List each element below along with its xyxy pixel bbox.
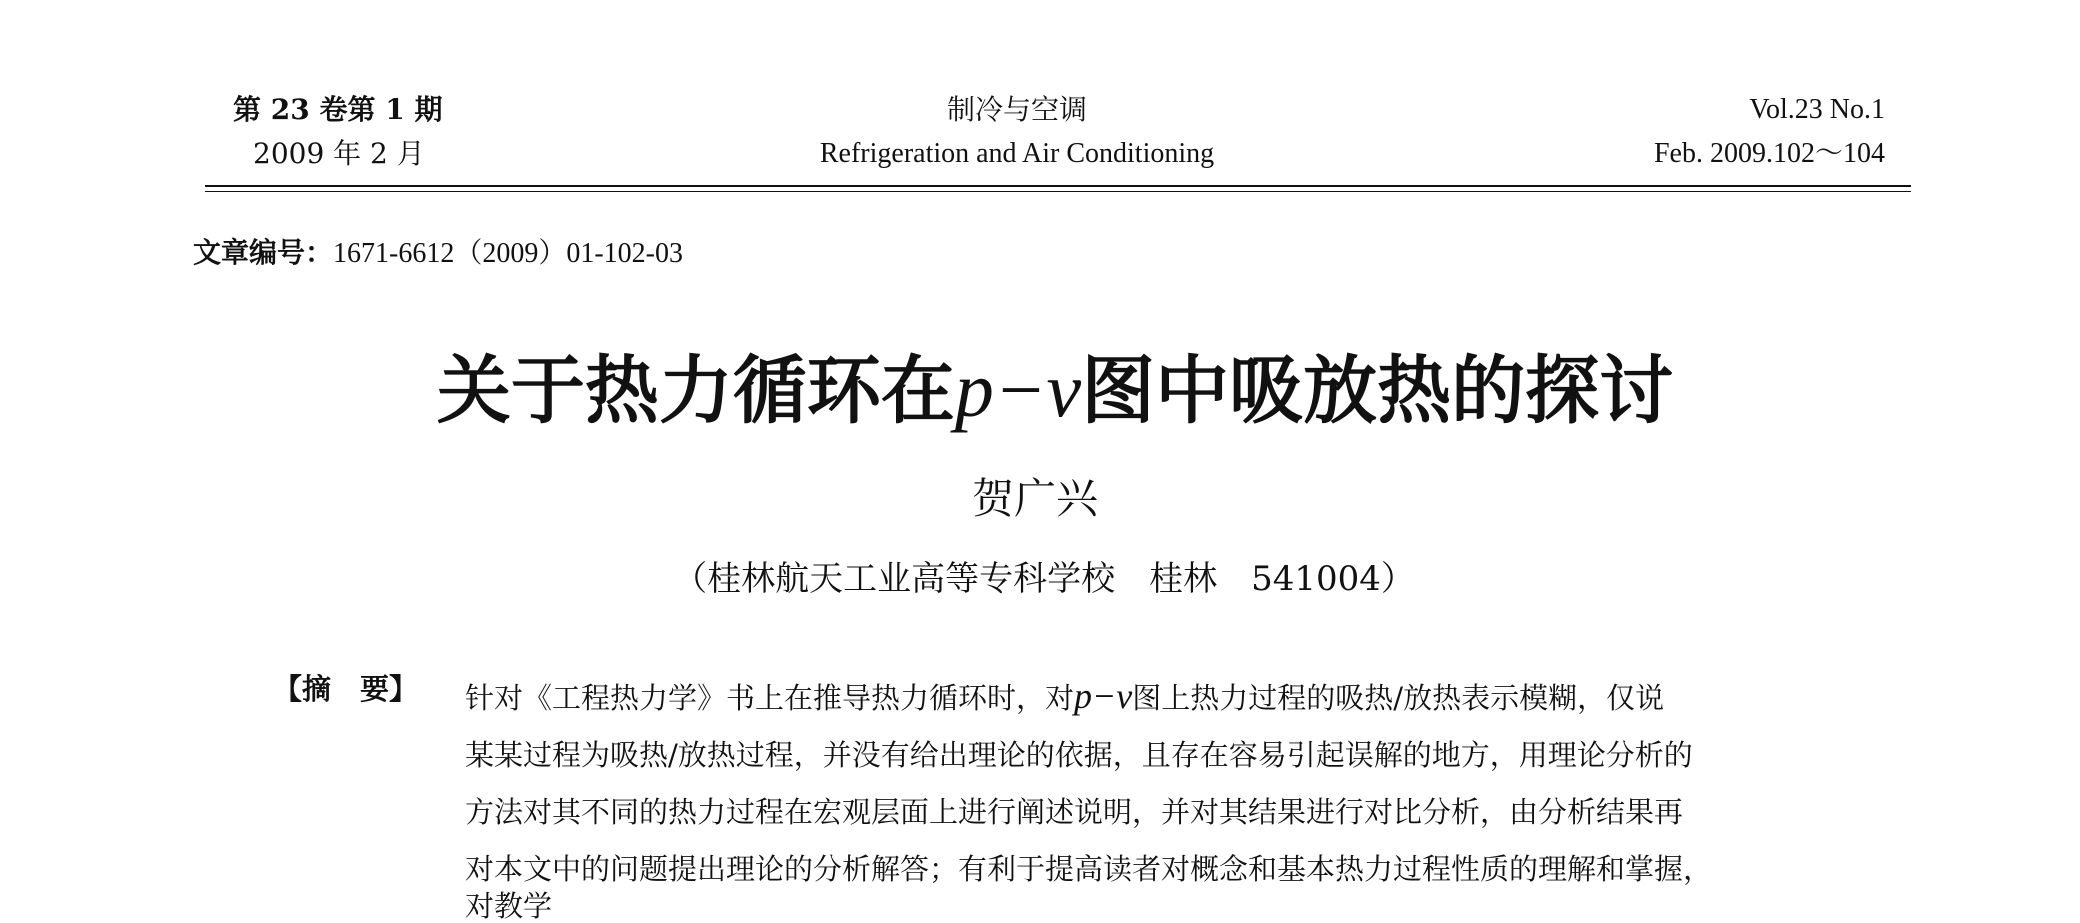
abstract-line: 对本文中的问题提出理论的分析解答；有利于提高读者对概念和基本热力过程性质的理解和掌握， <box>465 852 1713 886</box>
abstract-line1-before: 针对《工程热力学》书上在推导热力循环时，对 <box>465 681 1075 715</box>
abstract-line-partial: 对教学 <box>465 889 553 923</box>
journal-date: 2009 年 2 月 <box>253 137 425 170</box>
article-number-value: 1671-6612（2009）01-102-03 <box>333 238 683 269</box>
abstract-line: 某某过程为吸热/放热过程，并没有给出理论的依据，且存在容易引起误解的地方，用理论分析的 <box>465 738 1693 772</box>
title-text-after: 图中吸放热的探讨 <box>1081 348 1674 434</box>
abstract-math: p−v <box>1074 676 1133 716</box>
journal-pages-en: Feb. 2009.102～104 <box>1653 138 1885 169</box>
abstract-line1-after: 图上热力过程的吸热/放热表示模糊，仅说 <box>1132 681 1665 715</box>
abstract-body <box>465 668 1845 898</box>
author-affiliation: （桂林航天工业高等专科学校 桂林 541004） <box>673 559 1415 599</box>
title-math: p−v <box>954 346 1082 433</box>
header-rule-thin <box>205 191 1911 192</box>
abstract-label: 【摘 要】 <box>273 672 419 706</box>
journal-volume-issue: 第 23 卷第 1 期 <box>233 93 443 126</box>
journal-volume-en: Vol.23 No.1 <box>1749 94 1885 125</box>
author-name: 贺广兴 <box>971 474 1098 523</box>
journal-name-cn: 制冷与空调 <box>946 93 1087 126</box>
journal-name-en: Refrigeration and Air Conditioning <box>819 138 1215 169</box>
abstract-line <box>465 668 1845 727</box>
title-text-before: 关于热力循环在 <box>436 348 955 434</box>
article-number <box>193 236 683 271</box>
abstract-line: 方法对其不同的热力过程在宏观层面上进行阐述说明，并对其结果进行对比分析，由分析结果再 <box>465 795 1684 829</box>
paper-title <box>0 345 2080 436</box>
article-number-label: 文章编号： <box>193 236 334 269</box>
header-rule-thick <box>205 185 1911 187</box>
abstract-cut-line <box>465 889 765 923</box>
